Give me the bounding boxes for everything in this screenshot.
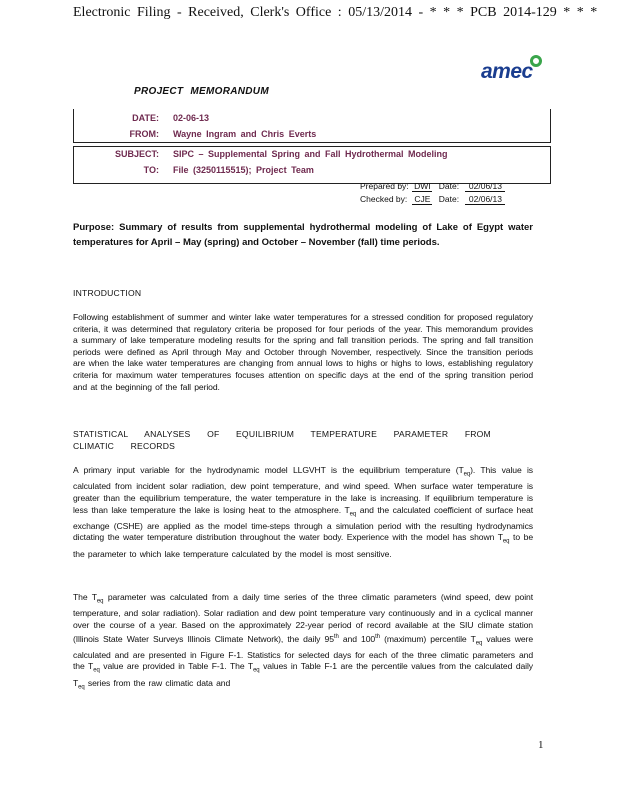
subject-label: SUBJECT: [114,149,159,159]
amec-logo [481,60,545,90]
statistical-analyses-heading: STATISTICAL ANALYSES OF EQUILIBRIUM TEMPERATURE PARAMETER FROM CLIMATIC RECORDS [73,429,491,451]
prepared-initials: DWI [414,181,431,191]
to-label: TO: [143,165,159,175]
introduction-paragraph: Following establishment of summer and winter lake water temperatures for a stressed condition for proposed regulatory criteria, it was determined that regulatory criteria be proposed for four periods of the year. This memorandum provides a summary of lake temperature modeling results for the spring and fall transition periods. The spring and fall transition periods were defined as April through May and October through November, respectively. Since the transition periods are when the lake water temperatures are changing from annual lows to highs or highs to lows, establishing regulatory criteria for maximum water temperatures focuses attention on specific days at the end of the spring transition period and at the beginning of the fall period. [73,312,533,392]
subject-value: SIPC – Supplemental Spring and Fall Hydrothermal Modeling [173,149,448,159]
logo-dot-icon [530,55,542,67]
prepared-date-label: Date: [438,181,460,191]
checked-date-label: Date: [438,194,460,204]
checked-label: Checked by: [360,194,408,204]
to-row [73,165,314,175]
introduction-heading: INTRODUCTION [73,288,142,298]
page-number: 1 [538,739,544,751]
from-value: Wayne Ingram and Chris Everts [173,129,317,139]
prepared-row [360,181,509,194]
purpose-statement: Purpose: Summary of results from supplemental hydrothermal modeling of Lake of Egypt water temperatures for April – May (spring) and October – November (fall) time periods. [73,222,533,248]
date-value: 02-06-13 [173,113,210,123]
prepared-label: Prepared by: [360,181,409,191]
subject-row [73,149,448,159]
filing-stamp: Electronic Filing - Received, Clerk's Office : 05/13/2014 - * * * PCB 2014-129 * * * [73,5,598,20]
signoff-block [360,181,509,207]
logo-text: amec [481,60,533,83]
from-row [73,129,316,139]
from-label: FROM: [129,129,159,139]
checked-initials: CJE [414,194,431,204]
prepared-date: 02/06/13 [465,181,505,192]
to-value: File (3250115515); Project Team [173,165,314,175]
date-row [73,113,209,123]
memo-title: PROJECT MEMORANDUM [134,86,269,97]
teq-calculation-paragraph: The $T_{eq}$ parameter was calculated from a daily time series of the three climatic parameters (wind speed, dew point temperature, and solar radiation). Solar radiation and dew point temperature vary continuously and in a cyclical manner over the course of a year. Based on the approximately 22-year period of record available at the SIU climate station (Illinois State Water Surveys Illinois Climate Network), the daily 95th and 100th (maximum) percentile $T_{eq}$ values were calculated and are presented in Figure F-1. Statistics for selected days for each of the three climatic parameters and the $T_{eq}$ value are provided in Table F-1. The $T_{eq}$ values in Table F-1 are the percentile values from the calculated daily $T_{eq}$ series from the raw climatic data and [73,592,533,691]
checked-date: 02/06/13 [465,194,505,205]
date-label: DATE: [132,113,159,123]
checked-row [360,194,509,207]
equilibrium-temperature-paragraph: A primary input variable for the hydrodynamic model LLGVHT is the equilibrium temperature $(T_{eq})$. This value is calculated from incident solar radiation, dew point temperature, and wind speed. When surface water temperature is greater than the equilibrium temperature, the water temperature in the lake is increasing. If equilibrium temperature is less than lake temperature the lake is losing heat to the atmosphere. $T_{eq}$ and the calculated coefficient of surface heat exchange (CSHE) are applied as the model time-steps through a simulation period with the resulting hydrodynamics dictating the water temperature distribution throughout the water body. Experience with the model has shown $T_{eq}$ to be the parameter to which lake temperature calculated by the model is most sensitive. [73,465,534,559]
